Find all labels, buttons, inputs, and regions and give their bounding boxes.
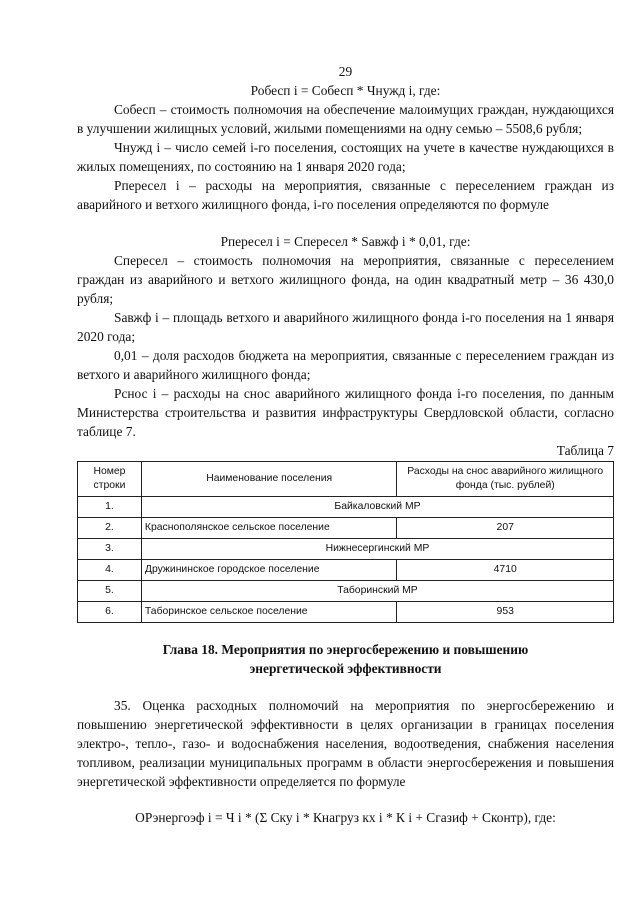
paragraph-35: 35. Оценка расходных полномочий на мероприятия по энергосбережению и повышению энергетической эффективности в целях организации в границах поселения электро-, тепло-, газо- и водоснабжения населения, водоотведения, снабжения населения топливом, реализации муниципальных программ в области энергосбережения и повышения энергетической эффективности определяется по формуле	[77, 698, 614, 789]
paragraph-rpeресел: Рпересел i – расходы на мероприятия, связанные с переселением граждан из аварийного и ветхого жилищного фонда, i-го поселения определяются по формуле	[77, 178, 614, 212]
row-number: 5.	[78, 581, 142, 602]
settlement-name: Краснополянское сельское поселение	[141, 518, 397, 539]
settlement-name: Дружининское городское поселение	[141, 560, 397, 581]
settlement-name: Таборинское сельское поселение	[141, 602, 397, 623]
formula-orenergoef: ОРэнергоэф i = Ч i * (Σ Ску i * Кнагруз кх i * К i + Сгазиф + Сконтр), где:	[135, 810, 556, 825]
district-name: Нижнесергинский МР	[141, 539, 613, 560]
page-content	[77, 62, 614, 827]
formula-robesp: Робесп i = Собесп * Чнужд i, где:	[250, 83, 441, 98]
paragraph-speресел: Спересел – стоимость полномочия на мероприятия, связанные с переселением граждан из аварийного и ветхого жилищного фонда, на один квадратный метр – 36 430,0 рубля;	[77, 253, 614, 306]
table-row	[78, 560, 614, 581]
formula-rpeресел: Рпересел i = Спересел * Sавжф i * 0,01, где:	[220, 234, 471, 249]
table-row	[78, 518, 614, 539]
chapter-title-text: Глава 18. Мероприятия по энергосбережению и повышению энергетической эффективности	[162, 642, 529, 676]
row-number: 1.	[78, 497, 142, 518]
row-number: 4.	[78, 560, 142, 581]
paragraph-rsnos: Рснос i – расходы на снос аварийного жилищного фонда i-го поселения, по данным Министерства строительства и развития инфраструктуры Свердловской области, согласно таблице 7.	[77, 386, 614, 439]
demolition-expenses-table	[77, 461, 614, 623]
row-number: 6.	[78, 602, 142, 623]
header-settlement-name: Наименование поселения	[141, 462, 397, 497]
paragraph-chnuzhd: Чнужд i – число семей i-го поселения, состоящих на учете в качестве нуждающихся в жилых помещениях, по состоянию на 1 января 2020 года;	[77, 140, 614, 174]
expense-value: 4710	[397, 560, 614, 581]
district-name: Таборинский МР	[141, 581, 613, 602]
table-row	[78, 539, 614, 560]
district-name: Байкаловский МР	[141, 497, 613, 518]
row-number: 3.	[78, 539, 142, 560]
expense-value: 207	[397, 518, 614, 539]
table-row	[78, 497, 614, 518]
row-number: 2.	[78, 518, 142, 539]
table-row	[78, 602, 614, 623]
paragraph-share: 0,01 – доля расходов бюджета на мероприятия, связанные с переселением граждан из ветхого и аварийного жилищного фонда;	[77, 348, 614, 382]
paragraph-sobesp: Собесп – стоимость полномочия на обеспечение малоимущих граждан, нуждающихся в улучшении жилищных условий, жилыми помещениями на одну семью – 5508,6 рубля;	[77, 102, 614, 136]
chapter-title	[77, 640, 614, 678]
table-header-row	[78, 462, 614, 497]
paragraph-savzhf: Sавжф i – площадь ветхого и аварийного жилищного фонда i-го поселения на 1 января 2020 года;	[77, 310, 614, 344]
expense-value: 953	[397, 602, 614, 623]
header-expenses: Расходы на снос аварийного жилищного фонда (тыс. рублей)	[397, 462, 614, 497]
table-row	[78, 581, 614, 602]
header-row-number: Номер строки	[78, 462, 142, 497]
page-number: 29	[338, 64, 353, 79]
table-caption: Таблица 7	[556, 443, 614, 458]
